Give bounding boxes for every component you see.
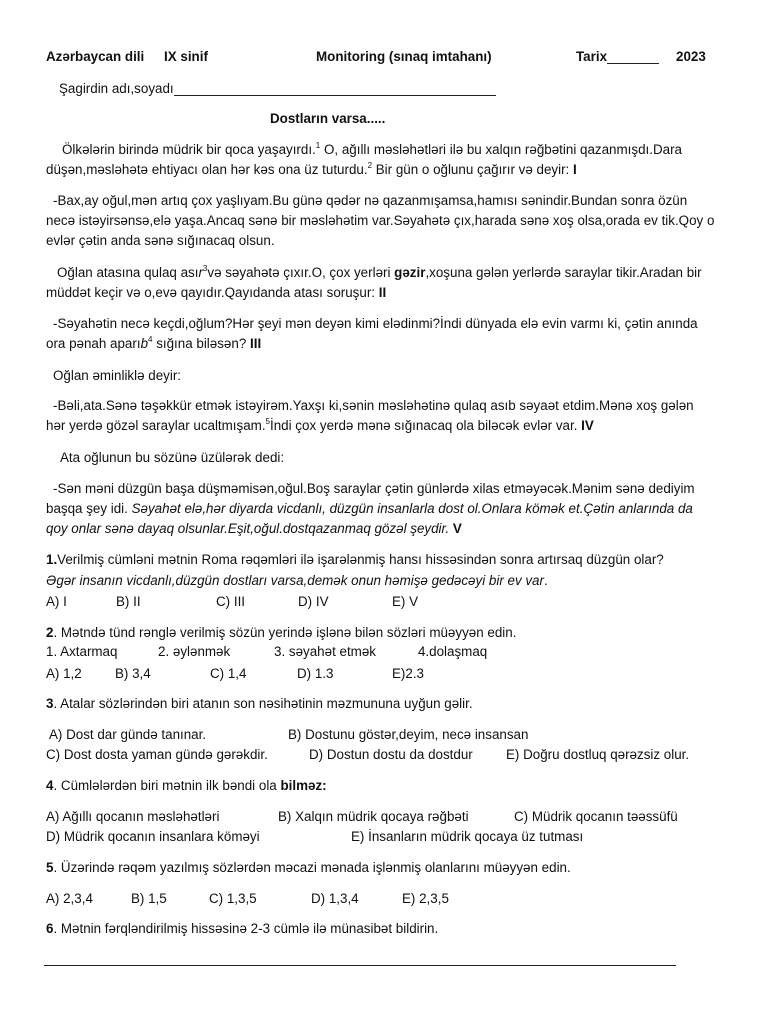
roman-mark-5: V	[449, 521, 462, 536]
q1-option-e[interactable]: E) V	[392, 594, 419, 609]
roman-mark-1: I	[573, 162, 577, 177]
roman-mark-2: II	[378, 285, 387, 300]
q5-option-b[interactable]: B) 1,5	[131, 891, 167, 906]
highlighted-passage: Səyahət elə,hər diyarda vicdanlı, düzgün insanlarla dost ol.Onlara kömək et.Çətin anlarında da	[131, 501, 693, 516]
date-field	[576, 47, 659, 67]
answer-line[interactable]	[44, 965, 676, 966]
p6-line2: hər yerdə gözəl saraylar ucaltmışam.$^5$İndi çox yerdə mənə sığınacaq ola biləcək evlər var. IV	[46, 417, 594, 433]
p8-line3	[46, 519, 462, 539]
date-blank[interactable]	[607, 49, 659, 64]
q4-option-b[interactable]: B) Xalqın müdrik qocaya rəğbəti	[278, 809, 469, 824]
q2-option-b[interactable]: B) 3,4	[115, 666, 151, 681]
q2-option-d[interactable]: D) 1.3	[297, 666, 334, 681]
student-name-blank[interactable]	[174, 81, 496, 96]
grade-label: IX sinif	[164, 49, 208, 64]
p3-line1: Oğlan atasına qulaq asır$^3$və səyahətə çıxır.O, çox yerləri gəzir,xoşuna gələn yerlərdə saraylar tikir.Aradan bir	[57, 264, 702, 280]
q2-item-4: 4.dolaşmaq	[418, 644, 488, 659]
p6-line1: -Bəli,ata.Sənə təşəkkür etmək istəyirəm.Yaxşı ki,sənin məsləhətinə qulaq asıb səyaət etdim.Mənə xoş gələn	[53, 398, 694, 413]
q1-option-b[interactable]: B) II	[116, 594, 141, 609]
student-name-field	[59, 79, 496, 99]
question-5: 5. Üzərində rəqəm yazılmış sözlərdən məcazi mənada işlənmiş olanlarını müəyyən edin.	[46, 860, 571, 875]
question-4: 4. Cümlələrdən biri mətnin ilk bəndi ola bilməz:	[46, 778, 327, 793]
p2-line3: evlər çətin anda sənə sığınacaq olsun.	[46, 233, 275, 248]
student-name-label: Şagirdin adı,soyadı	[59, 81, 174, 96]
q5-option-d[interactable]: D) 1,3,4	[311, 891, 359, 906]
q5-option-a[interactable]: A) 2,3,4	[46, 891, 93, 906]
p4-line1: -Səyahətin necə keçdi,oğlum?Hər şeyi mən deyən kimi elədinmi?İndi dünyada elə evin varmı ki, çətin anında	[53, 316, 698, 331]
q1-option-d[interactable]: D) IV	[298, 594, 329, 609]
text-title: Dostların varsa.....	[270, 111, 386, 126]
p3-line2: müddət keçir və o,evə qayıdır.Qayıdanda atası soruşur: II	[46, 285, 387, 300]
q3-option-a[interactable]: A) Dost dar gündə tanınar.	[49, 727, 207, 742]
date-label: Tarix	[576, 49, 608, 64]
q1-option-a[interactable]: A) I	[46, 594, 67, 609]
q2-option-e[interactable]: E)2.3	[392, 666, 425, 681]
q3-option-d[interactable]: D) Dostun dostu da dostdur	[309, 747, 473, 762]
p1-line2: düşən,məsləhətə ehtiyacı olan hər kəs ona üz tuturdu.$^2$ Bir gün o oğlunu çağırır və deyir: I	[46, 161, 577, 177]
q4-option-d[interactable]: D) Müdrik qocanın insanlara köməyi	[46, 829, 260, 844]
p8-line1: -Sən məni düzgün başa düşməmisən,oğul.Boş saraylar çətin günlərdə xilas etməyəcək.Mənim sənə dediyim	[53, 481, 695, 496]
q3-option-e[interactable]: E) Doğru dostluq qərəzsiz olur.	[506, 747, 690, 762]
q2-item-2: 2. əylənmək	[158, 644, 231, 659]
q3-option-c[interactable]: C) Dost dosta yaman gündə gərəkdir.	[46, 747, 268, 762]
q2-item-3: 3. səyahət etmək	[274, 644, 376, 659]
q2-item-1: 1. Axtarmaq	[46, 644, 118, 659]
p1-line1: Ölkələrin birində müdrik bir qoca yaşayırdı.$^1$ O, ağıllı məsləhətləri ilə bu xalqın rəğbətini qazanmışdı.Dara	[62, 141, 682, 157]
q5-option-e[interactable]: E) 2,3,5	[402, 891, 449, 906]
highlighted-passage-end: qoy onlar sənə dayaq olsunlar.Eşit,oğul.dostqazanmaq gözəl şeydir.	[46, 521, 450, 536]
bold-word: gəzir	[394, 265, 426, 280]
question-2: 2. Mətndə tünd rənglə verilmiş sözün yerində işlənə bilən sözləri müəyyən edin.	[46, 625, 517, 640]
question-1: 1.Verilmiş cümləni mətnin Roma rəqəmləri ilə işarələnmiş hansı hissəsindən sonra artırsaq düzgün olar?	[46, 552, 664, 567]
q2-option-a[interactable]: A) 1,2	[46, 666, 82, 681]
p4-line2: ora pənah aparıb$^4$ sığına biləsən? III	[46, 335, 262, 351]
p2-line1: -Bax,ay oğul,mən artıq çox yaşlıyam.Bu günə qədər nə qazanmışamsa,hamısı sənindir.Bundan sonra özün	[53, 193, 688, 208]
q1-option-c[interactable]: C) III	[216, 594, 246, 609]
q2-option-c[interactable]: C) 1,4	[210, 666, 247, 681]
subject-label: Azərbaycan dili	[46, 49, 145, 64]
q4-option-a[interactable]: A) Ağıllı qocanın məsləhətləri	[46, 809, 220, 824]
q4-option-c[interactable]: C) Müdrik qocanın təəssüfü	[514, 809, 678, 824]
exam-label: Monitoring (sınaq imtahanı)	[316, 49, 492, 64]
p5-line: Oğlan əminliklə deyir:	[53, 368, 182, 383]
p8-line2: başqa şey idi. Səyahət elə,hər diyarda vicdanlı, düzgün insanlarla dost ol.Onlara kömək et.Çətin anlarında da	[46, 501, 693, 516]
q4-option-e[interactable]: E) İnsanların müdrik qocaya üz tutması	[351, 829, 584, 844]
q3-option-b[interactable]: B) Dostunu göstər,deyim, necə insansan	[288, 727, 529, 742]
question-6: 6. Mətnin fərqləndirilmiş hissəsinə 2-3 cümlə ilə münasibət bildirin.	[46, 921, 439, 936]
q5-option-c[interactable]: C) 1,3,5	[209, 891, 257, 906]
question-3: 3. Atalar sözlərindən biri atanın son nəsihətinin məzmununa uyğun gəlir.	[46, 696, 473, 711]
roman-mark-3: III	[250, 336, 262, 351]
p2-line2: necə istəyirsənsə,elə yaşa.Ancaq sənə bir məsləhətim var.Səyahətə çıx,harada sənə xoş olsa,orada ev tik.Qoy o	[46, 213, 715, 228]
year-label: 2023	[676, 49, 706, 64]
question-1-quote: Əgər insanın vicdanlı,düzgün dostları varsa,demək onun həmişə gedəcəyi bir ev var.	[46, 573, 548, 588]
p7-line: Ata oğlunun bu sözünə üzülərək dedi:	[60, 450, 285, 465]
roman-mark-4: IV	[581, 418, 594, 433]
